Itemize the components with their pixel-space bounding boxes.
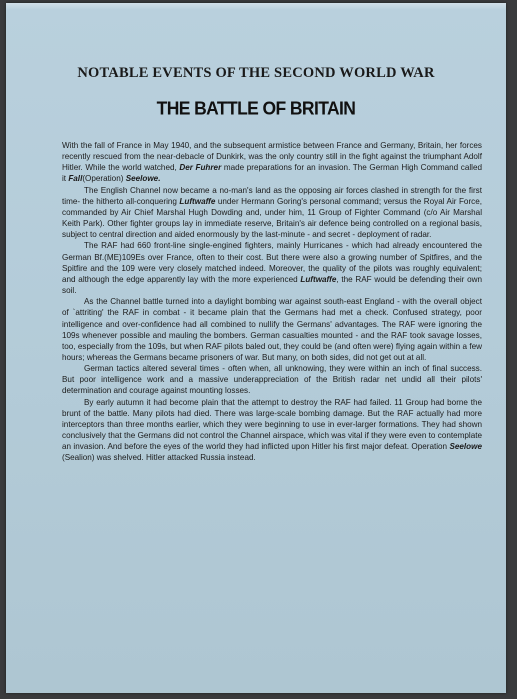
emphasized-text: Der Fuhrer <box>179 163 222 173</box>
emphasized-text: Luftwaffe <box>179 196 216 206</box>
paragraph-text: made preparations for an invasion. The German High Command called it <box>62 163 482 184</box>
paragraph-text: By early autumn it had become plain that the attempt to destroy the RAF had failed. 11 Group had borne the brunt of the battle. Many pilots had died. There was large-scale bombing damage. But the RAF actually had more interceptors than three months earlier, which they were beginning to use in ever-larger formations. They had shown conclusively that the Germans did not control the Channel airspace, which was vital if they were even to contemplate an invasion. And before the eyes of the world they had inflicted upon Hitler his first major defeat. Operation <box>62 397 482 452</box>
paragraph <box>62 363 482 396</box>
emphasized-text: Luftwaffe <box>300 274 337 284</box>
paragraph <box>62 185 482 241</box>
paragraph-text: German tactics altered several times - often when, all unknowing, they were within an inch of final success. But poor intelligence work and a massive underappreciation of the British radar net undid all their pilots' determination and courage against mounting losses. <box>62 364 482 396</box>
paragraph <box>62 296 482 363</box>
paragraph-text: , the RAF would be defending their own soil. <box>62 274 483 296</box>
paragraph-text: As the Channel battle turned into a daylight bombing war against south-east England - with the overall object of `attriting' the RAF in combat - it became plain that the Germans had met a check. Confused strategy, poor intelligence and over-confidence had all combined to nullify the Germans' advantages. The RAF were ignoring the 109s whenever possible and mauling the bombers. German casualties mounted - and the RAF took savage losses, too, especially from the 109s, but when RAF pilots baled out, they could be (and often were) flying again within a few hours; whereas the Germans became prisoners of war. But many, on both sides, did not get out at all. <box>62 297 482 362</box>
paragraph <box>62 240 482 296</box>
series-heading: NOTABLE EVENTS OF THE SECOND WORLD WAR <box>77 65 435 81</box>
paragraph <box>62 397 482 464</box>
document-page <box>6 3 506 693</box>
paragraph-text: (Operation) <box>82 174 126 184</box>
paragraph-text: With the fall of France in May 1940, and the subsequent armistice between France and Germany, Britain, her forces recently rescued from the near-debacle of Dunkirk, was the only country still in the fight against the triumphant Adolf Hitler. While the world watched, <box>62 141 482 173</box>
emphasized-text: Fall <box>68 174 83 184</box>
paragraph-text: (Sealion) was shelved. Hitler attacked Russia instead. <box>62 453 256 463</box>
paragraph-text: The RAF had 660 front-line single-engined fighters, mainly Hurricanes - which had already encountered the German Bf.(ME)109Es over France, often to their cost. But there were also a growing number of Spitfires, and the Spitfire and the 109 were very closely matched indeed. Moreover, the quality of the pilots was roughly equivalent; and although the edge apparently lay with the more experienced <box>62 241 482 284</box>
article-body <box>62 140 482 464</box>
article-title: THE BATTLE OF BRITAIN <box>156 97 356 119</box>
paragraph-text: under Hermann Goring's personal command; versus the Royal Air Force, commanded by Air Chief Marshal Hugh Dowding and, under him, 11 Group of Fighter Command (c/o Air Marshal Keith Park). Other fighter groups lay in immediate reserve, Britain's air defence being controlled on a regional basis, subject to central direction and aided enormously by the last-minute - and secret - deployment of radar. <box>62 196 482 240</box>
paragraph <box>62 140 482 185</box>
paragraph-text: The English Channel now became a no-man's land as the opposing air forces clashed in strength for the first time- the hitherto all-conquering <box>62 185 482 206</box>
emphasized-text: Seelowe. <box>125 174 161 184</box>
emphasized-text: Seelowe <box>449 442 482 452</box>
